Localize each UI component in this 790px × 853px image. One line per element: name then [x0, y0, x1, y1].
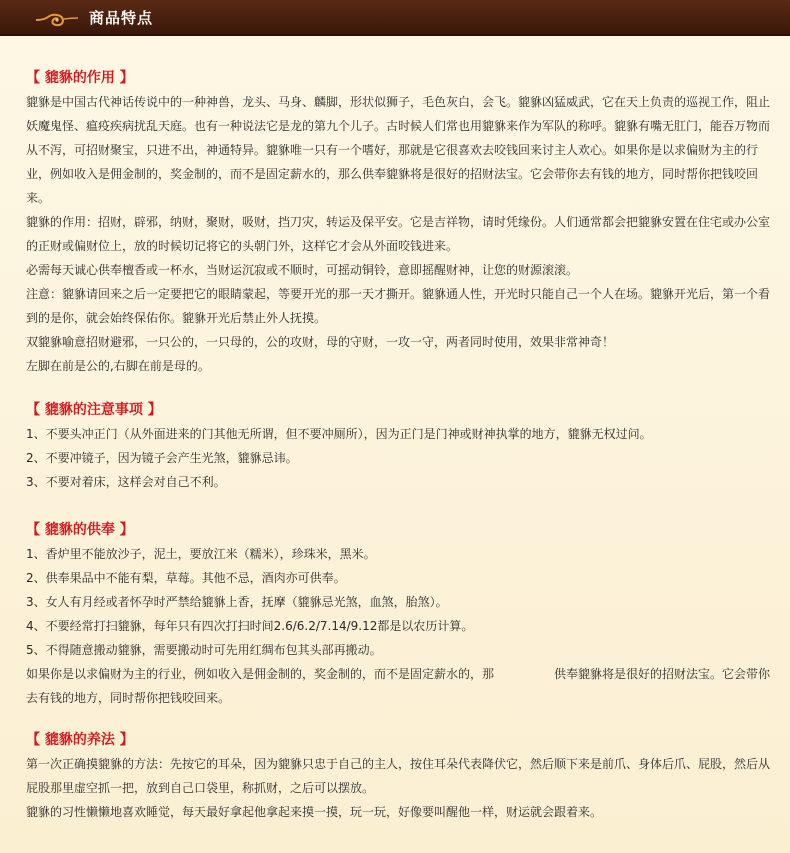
paragraph: 注意：貔貅请回来之后一定要把它的眼睛蒙起，等要开光的那一天才撕开。貔貅通人性，开光时只能自己一个人在场。貔貅开光后，第一个看到的是你，就会始终保佑你。貔貅开光后禁止外人抚摸。	[26, 287, 771, 325]
list-item: 1、不要头冲正门（从外面进来的门其他无所谓，但不要冲厕所），因为正门是门神或财神执掌的地方，貔貅无权过问。	[26, 427, 652, 441]
content-panel	[0, 36, 790, 853]
paragraph: 双貔貅喻意招财避邪，一只公的，一只母的，公的攻财，母的守财，一攻一守，两者同时使用，效果非常神奇！	[26, 335, 615, 349]
cloud-scroll-ornament-icon	[34, 6, 80, 28]
paragraph: 左脚在前是公的,右脚在前是母的。	[26, 359, 210, 373]
paragraph: 貔貅的习性懒懒地喜欢睡觉，每天最好拿起他拿起来摸一摸，玩一玩，好像要叫醒他一样，财运就会跟着来。	[26, 805, 603, 819]
list-item: 1、香炉里不能放沙子，泥土，要放江米（糯米），珍珠米，黑米。	[26, 547, 376, 561]
paragraph: 貔貅的作用：招财，辟邪，纳财，聚财，吸财，挡刀灾，转运及保平安。它是吉祥物，请时凭缘份。人们通常都会把貔貅安置在住宅或办公室的正财或偏财位上，放的时候切记将它的头朝门外，这样它才会从外面咬钱进来。	[26, 215, 771, 253]
section-header-title: 商品特点	[89, 9, 154, 27]
list-item: 3、女人有月经或者怀孕时严禁给貔貅上香，抚摩（貔貅忌光煞，血煞，胎煞）。	[26, 595, 448, 609]
paragraph: 第一次正确摸貔貅的方法：先按它的耳朵，因为貔貅只忠于自己的主人，按住耳朵代表降伏它，然后顺下来是前爪、身体后爪、屁股，然后从屁股那里虚空抓一把，放到自己口袋里，称抓财，之后可以摆放。	[26, 757, 771, 795]
list-item: 5、不得随意搬动貔貅，需要搬动时可先用红绸布包其头部再搬动。	[26, 643, 382, 657]
paragraph: 必需每天诚心供奉檀香或一杯水，当财运沉寂或不顺时，可摇动铜铃，意即摇醒财神，让您的财源滚滚。	[26, 263, 579, 277]
paragraph: 貔貅是中国古代神话传说中的一种神兽，龙头、马身、麟脚，形状似狮子，毛色灰白，会飞。貔貅凶猛威武，它在天上负责的巡视工作，阻止妖魔鬼怪、瘟疫疾病扰乱天庭。也有一种说法它是龙的第九个儿子。古时候人们常也用貔貅来作为军队的称呼。貔貅有嘴无肛门，能吞万物而从不泻，可招财聚宝，只进不出，神通特异。貔貅唯一只有一个嗜好，那就是它很喜欢去咬钱回来讨主人欢心。如果你是以求偏财为主的行业，例如收入是佣金制的，奖金制的，而不是固定薪水的，那么供奉貔貅将是很好的招财法宝。它会带你去有钱的地方，同时帮你把钱咬回来。	[26, 95, 771, 205]
paragraph: 如果你是以求偏财为主的行业，例如收入是佣金制的，奖金制的，而不是固定薪水的，那 供奉貔貅将是很好的招财法宝。它会带你去有钱的地方，同时帮你把钱咬回来。	[26, 667, 771, 705]
section-title: 【 貔貅的注意事项 】	[26, 402, 162, 418]
section-header-bar	[0, 0, 790, 36]
section-precautions	[26, 400, 771, 494]
section-care	[26, 730, 771, 824]
list-item: 2、不要冲镜子，因为镜子会产生光煞，貔貅忌讳。	[26, 451, 298, 465]
section-title: 【 貔貅的作用 】	[26, 70, 134, 86]
list-item: 2、供奉果品中不能有梨，草莓。其他不忌，酒肉亦可供奉。	[26, 571, 346, 585]
list-item: 4、不要经常打扫貔貅，每年只有四次打扫时间2.6/6.2/7.14/9.12都是以农历计算。	[26, 619, 474, 633]
list-item: 3、不要对着床，这样会对自己不利。	[26, 475, 226, 489]
section-title: 【 貔貅的供奉 】	[26, 522, 134, 538]
section-title: 【 貔貅的养法 】	[26, 732, 134, 748]
section-worship	[26, 520, 771, 710]
section-function	[26, 68, 771, 378]
